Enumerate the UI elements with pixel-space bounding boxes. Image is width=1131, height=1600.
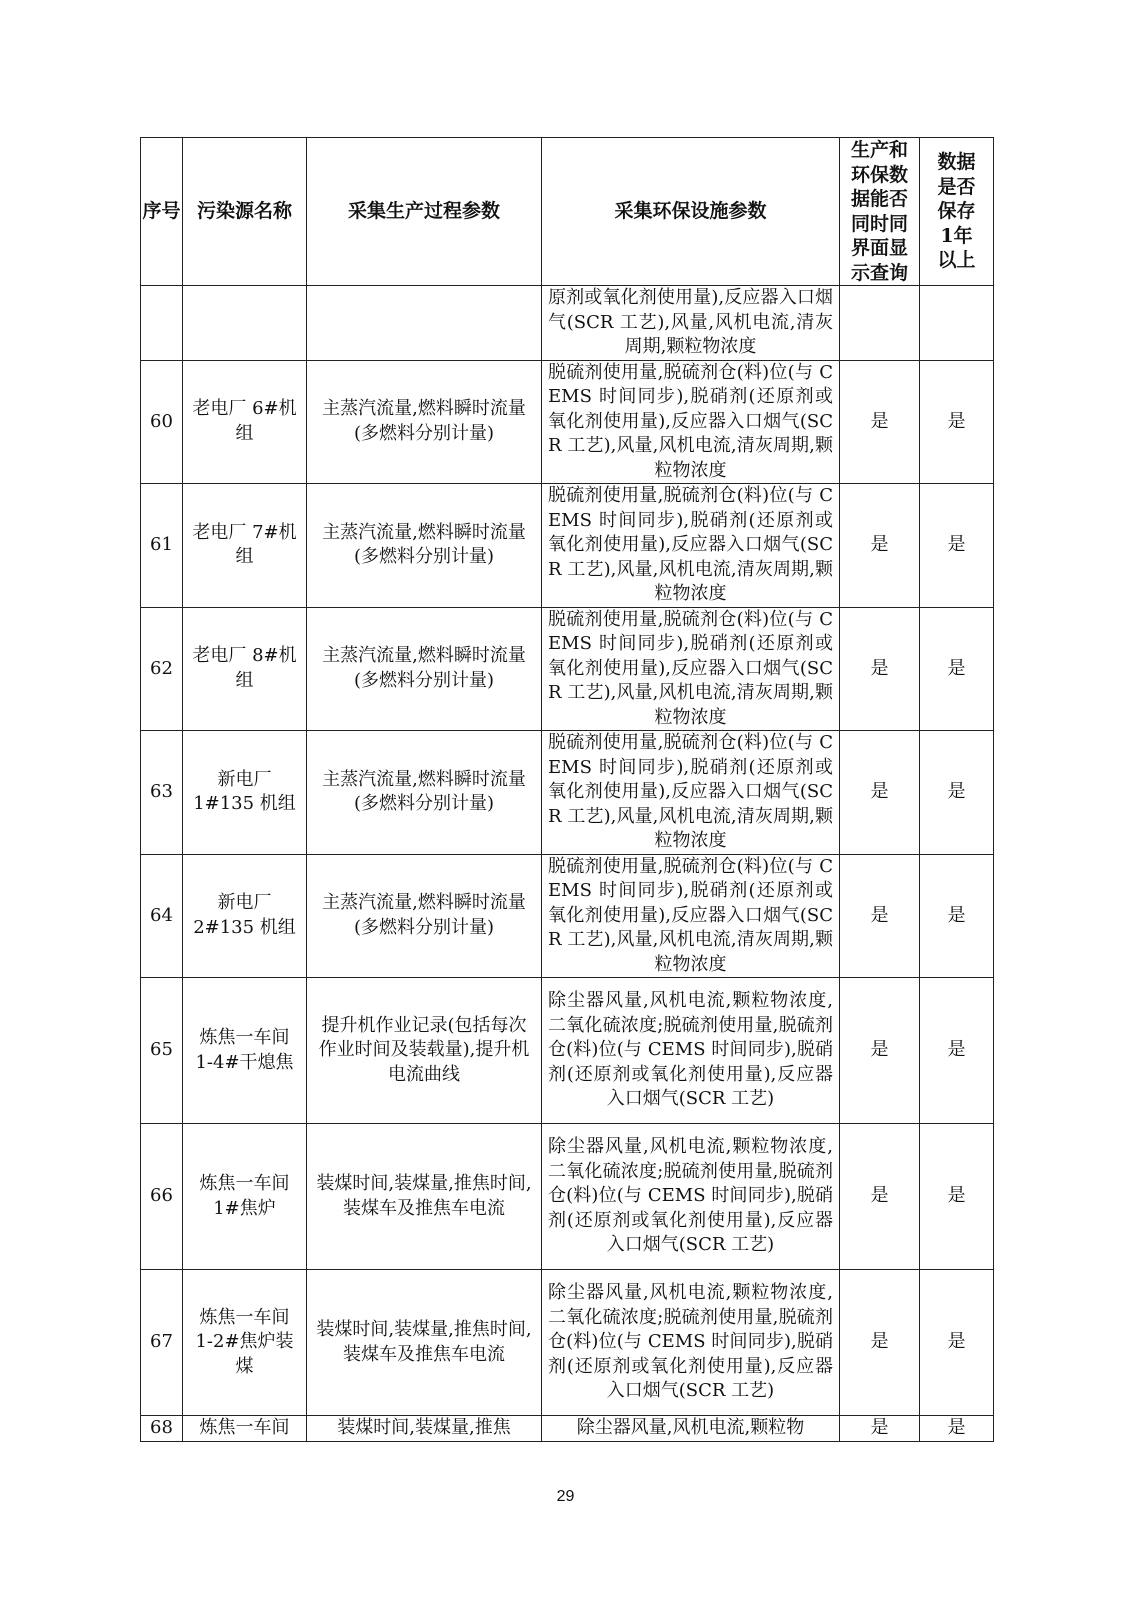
cell-seq: 67 [141,1270,183,1416]
cell-facility [542,1124,840,1270]
cell-retention: 是 [920,1270,994,1416]
header-interface: 生产和环保数据能否同时同界面显示查询 [840,138,920,286]
table-row [141,854,994,978]
facility-text: 脱硫剂使用量,脱硫剂仓(料)位(与 CEMS 时间同步),脱硝剂(还原剂或氧化剂使用量),反应器入口烟气(SCR 工艺),风量,风机电流,清灰周期,颗粒物浓度 [548,608,833,728]
cell-source [183,1124,307,1270]
cell-interface: 是 [840,978,920,1124]
cell-facility [542,286,840,361]
cell-process [307,854,542,978]
source-text: 老电厂 6#机组 [192,398,297,444]
table-body [141,360,994,1442]
cell-interface: 是 [840,854,920,978]
cell-retention: 是 [920,360,994,484]
process-text: 装煤时间,装煤量,推焦时间,装煤车及推焦车电流 [316,1319,532,1365]
cell-source [183,1416,307,1442]
cell-source [183,360,307,484]
cell-retention: 是 [920,1124,994,1270]
header-seq: 序号 [141,138,183,286]
cell-facility [542,854,840,978]
source-text: 新电厂 2#135 机组 [193,892,296,938]
cell-seq: 61 [141,484,183,608]
process-text: 装煤时间,装煤量,推焦时间,装煤车及推焦车电流 [316,1173,532,1219]
cell-facility [542,1270,840,1416]
cell-retention: 是 [920,978,994,1124]
facility-text: 脱硫剂使用量,脱硫剂仓(料)位(与 CEMS 时间同步),脱硝剂(还原剂或氧化剂使用量),反应器入口烟气(SCR 工艺),风量,风机电流,清灰周期,颗粒物浓度 [548,732,833,851]
cell-seq: 65 [141,978,183,1124]
cell-source [183,854,307,978]
process-text: 主蒸汽流量,燃料瞬时流量(多燃料分别计量) [322,521,526,568]
cell-seq: 60 [141,360,183,484]
table-row [141,360,994,484]
table-header-row [141,138,994,286]
cell-interface: 是 [840,360,920,484]
cell-interface: 是 [840,1124,920,1270]
cell-facility [542,731,840,855]
facility-text: 除尘器风量,风机电流,颗粒物浓度,二氧化硫浓度;脱硫剂使用量,脱硫剂仓(料)位(与 CEMS 时间同步),脱硝剂(还原剂或氧化剂使用量),反应器入口烟气(SCR 工艺) [548,990,833,1110]
cell-process [307,607,542,731]
cell-interface: 是 [840,607,920,731]
facility-text: 脱硫剂使用量,脱硫剂仓(料)位(与 CEMS 时间同步),脱硝剂(还原剂或氧化剂使用量),反应器入口烟气(SCR 工艺),风量,风机电流,清灰周期,颗粒物浓度 [548,855,833,975]
header-process: 采集生产过程参数 [307,138,542,286]
table-row-continuation [141,286,994,361]
cell-seq: 68 [141,1416,183,1442]
source-text: 老电厂 7#机组 [192,521,297,568]
cell-source [183,731,307,855]
source-text: 炼焦一车间 [199,1417,290,1439]
process-text: 主蒸汽流量,燃料瞬时流量(多燃料分别计量) [322,645,526,691]
table-row [141,1124,994,1270]
table-row [141,1416,994,1442]
table-row [141,978,994,1124]
process-text: 装煤时间,装煤量,推焦 [337,1417,511,1439]
cell-facility [542,1416,840,1442]
facility-text: 原剂或氧化剂使用量),反应器入口烟气(SCR 工艺),风量,风机电流,清灰周期,颗粒物浓度 [548,287,833,357]
cell-process [307,1124,542,1270]
process-text: 主蒸汽流量,燃料瞬时流量(多燃料分别计量) [322,768,526,815]
header-retention: 数据是否保存1年以上 [920,138,994,286]
cell-source [183,484,307,608]
cell-facility [542,607,840,731]
cell-interface: 是 [840,1416,920,1442]
facility-text: 除尘器风量,风机电流,颗粒物浓度,二氧化硫浓度;脱硫剂使用量,脱硫剂仓(料)位(与 CEMS 时间同步),脱硝剂(还原剂或氧化剂使用量),反应器入口烟气(SCR 工艺) [548,1282,833,1402]
cell-process [307,731,542,855]
source-text: 新电厂 1#135 机组 [193,768,296,815]
cell-process [307,978,542,1124]
cell-source [183,607,307,731]
cell-facility [542,360,840,484]
cell-interface: 是 [840,731,920,855]
header-source: 污染源名称 [183,138,307,286]
page-number: 29 [556,1488,575,1505]
cell-process [307,484,542,608]
facility-text: 除尘器风量,风机电流,颗粒物浓度,二氧化硫浓度;脱硫剂使用量,脱硫剂仓(料)位(与 CEMS 时间同步),脱硝剂(还原剂或氧化剂使用量),反应器入口烟气(SCR 工艺) [548,1136,833,1256]
cell-facility [542,484,840,608]
process-text: 主蒸汽流量,燃料瞬时流量(多燃料分别计量) [322,398,526,444]
facility-text: 除尘器风量,风机电流,颗粒物 [576,1417,805,1439]
cell-retention: 是 [920,731,994,855]
cell-retention: 是 [920,1416,994,1442]
header-facility: 采集环保设施参数 [542,138,840,286]
cell-retention: 是 [920,854,994,978]
cell-seq: 63 [141,731,183,855]
cell-seq: 64 [141,854,183,978]
cell-process [307,286,542,361]
cell-interface: 是 [840,484,920,608]
cell-retention [920,286,994,361]
table-row [141,607,994,731]
process-text: 主蒸汽流量,燃料瞬时流量(多燃料分别计量) [322,892,526,938]
cell-seq: 62 [141,607,183,731]
cell-source [183,978,307,1124]
cell-retention: 是 [920,607,994,731]
cell-interface [840,286,920,361]
table-row [141,1270,994,1416]
cell-facility [542,978,840,1124]
cell-process [307,1270,542,1416]
cell-retention: 是 [920,484,994,608]
source-text: 老电厂 8#机组 [192,645,297,691]
cell-seq [141,286,183,361]
cell-interface: 是 [840,1270,920,1416]
facility-text: 脱硫剂使用量,脱硫剂仓(料)位(与 CEMS 时间同步),脱硝剂(还原剂或氧化剂使用量),反应器入口烟气(SCR 工艺),风量,风机电流,清灰周期,颗粒物浓度 [548,361,833,481]
table-row [141,731,994,855]
source-text: 炼焦一车间 1#焦炉 [199,1173,290,1219]
cell-process [307,1416,542,1442]
cell-source [183,286,307,361]
table-row [141,484,994,608]
parameters-table [140,137,994,1442]
cell-process [307,360,542,484]
process-text: 提升机作业记录(包括每次作业时间及装载量),提升机电流曲线 [318,1014,530,1085]
source-text: 炼焦一车间 1-2#焦炉装煤 [195,1306,294,1377]
cell-source [183,1270,307,1416]
cell-seq: 66 [141,1124,183,1270]
source-text: 炼焦一车间 1-4#干熄焦 [195,1027,294,1073]
facility-text: 脱硫剂使用量,脱硫剂仓(料)位(与 CEMS 时间同步),脱硝剂(还原剂或氧化剂使用量),反应器入口烟气(SCR 工艺),风量,风机电流,清灰周期,颗粒物浓度 [548,485,833,604]
